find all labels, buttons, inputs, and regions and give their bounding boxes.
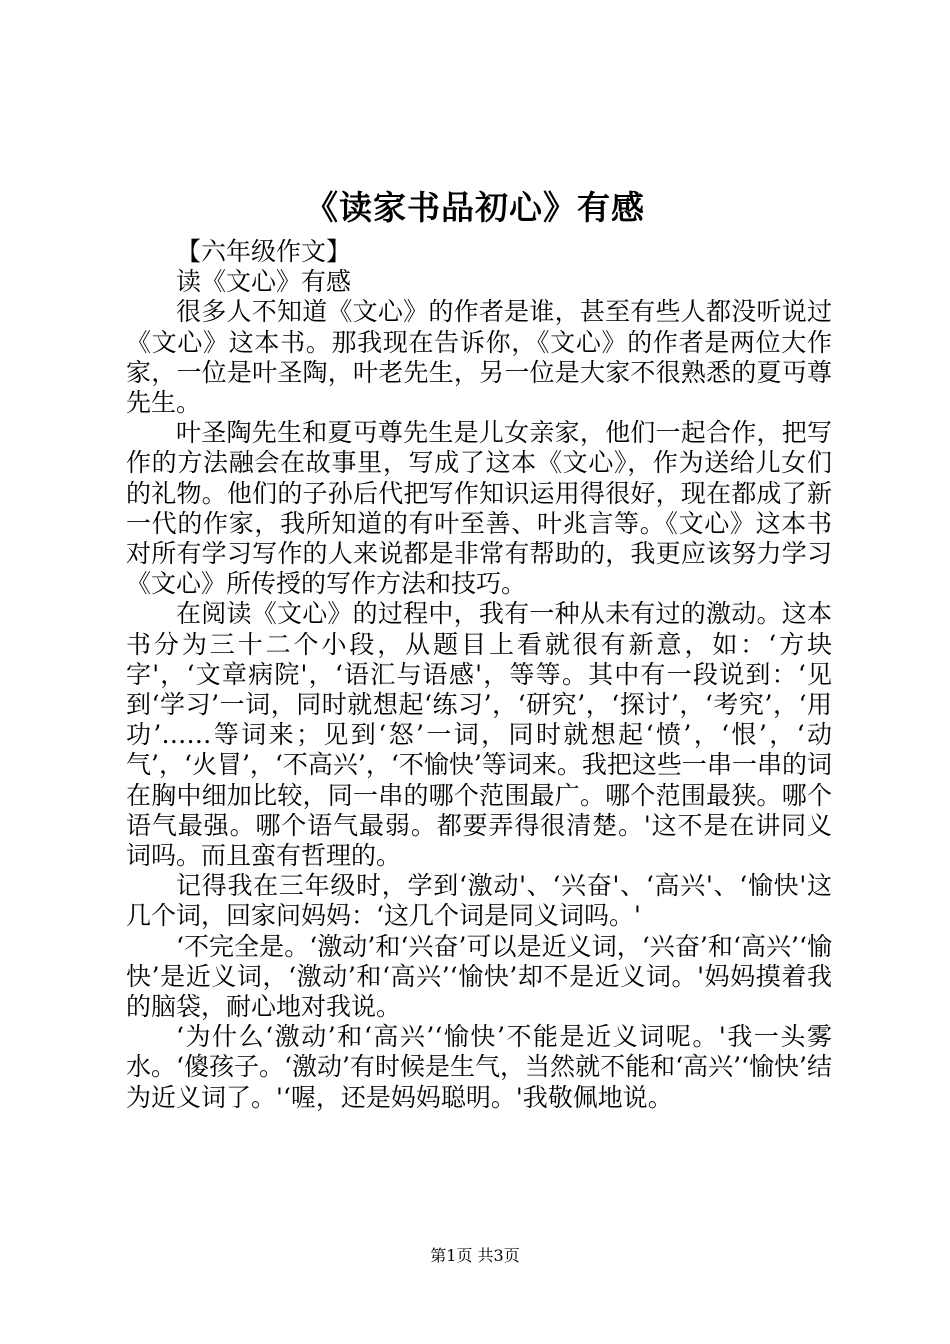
document-body <box>126 237 832 1113</box>
paragraph: 很多人不知道《文心》的作者是谁，甚至有些人都没听说过《文心》这本书。那我现在告诉你，《文心》的作者是两位大作家，一位是叶圣陶，叶老先生，另一位是大家不很熟悉的夏丏尊先生。 <box>126 297 832 418</box>
subtitle-line: 读《文心》有感 <box>176 267 352 297</box>
paragraph: ‘不完全是。‘激动’和‘兴奋’可以是近义词，‘兴奋’和‘高兴’‘愉快’是近义词，‘激动’和‘高兴’‘愉快’却不是近义词。'妈妈摸着我的脑袋，耐心地对我说。 <box>126 931 832 1022</box>
paragraph: 叶圣陶先生和夏丏尊先生是儿女亲家，他们一起合作，把写作的方法融会在故事里，写成了这本《文心》，作为送给儿女们的礼物。他们的子孙后代把写作知识运用得很好，现在都成了新一代的作家，我所知道的有叶至善、叶兆言等。《文心》这本书对所有学习写作的人来说都是非常有帮助的，我更应该努力学习《文心》所传授的写作方法和技巧。 <box>126 418 832 599</box>
page-number-footer: 第1页 共3页 <box>430 1246 520 1265</box>
category-label: 【六年级作文】 <box>176 237 352 266</box>
paragraph: 在阅读《文心》的过程中，我有一种从未有过的激动。这本书分为三十二个小段，从题目上看就很有新意，如：‘方块字'，‘文章病院'，‘语汇与语感'，等等。其中有一段说到：‘见到‘学习’一词，同时就想起‘练习’，‘研究’，‘探讨’，‘考究’，‘用功’……等词来；见到‘怒’一词，同时就想起‘愤’，‘恨’，‘动气’，‘火冒’，‘不高兴’，‘不愉快’等词来。我把这些一串一串的词在胸中细加比较，同一串的哪个范围最广。哪个范围最狭。哪个语气最强。哪个语气最弱。都要弄得很清楚。'这不是在讲同义词吗。而且蛮有哲理的。 <box>126 599 832 871</box>
document-title: 《读家书品初心》有感 <box>305 188 645 227</box>
paragraph: 记得我在三年级时，学到‘激动'、‘兴奋'、‘高兴'、‘愉快'这几个词，回家问妈妈：‘这几个词是同义词吗。' <box>126 871 832 931</box>
paragraph: ‘为什么‘激动’和‘高兴’‘愉快’不能是近义词呢。'我一头雾水。‘傻孩子。‘激动’有时候是生气，当然就不能和‘高兴’‘愉快’结为近义词了。'‘喔，还是妈妈聪明。'我敬佩地说。 <box>126 1022 832 1112</box>
